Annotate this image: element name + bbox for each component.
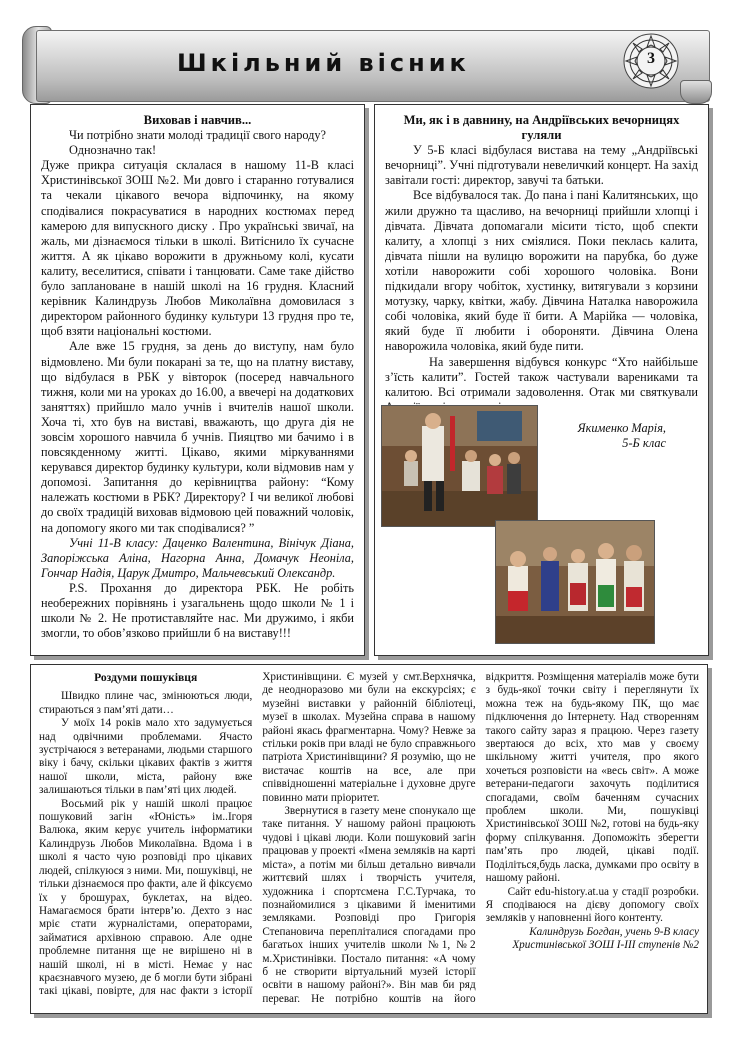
article-left-paragraph: Чи потрібно знати молоді традиції свого народу? <box>69 128 327 143</box>
article-bottom-paragraph: Швидко плине час, змінюються люди, стираються з пам’яті дати… <box>39 690 253 716</box>
article-left-paragraph: Дуже прикра ситуація склалася в нашому 11-В класі Христинівської ЗОШ №2. Ми довго і старанно готувалися та чекали цікавого вечора відпочинку, на якому сподівалися покрасуватися в народних костюмах перед камерою для випускного диску . Про українські звичаї, на жаль, ми дізнаємося тільки в школі. Витіснило їх сучасне життя. А як цікаво ворожити в дружньому колі, кусати калиту, веселитися, співати і танцювати. Саме таке дійство було заплановане в нашій школі на 16 грудня. Класний керівник Калиндрузь Любов Миколаївна домовилася з директором районного будинку культури 13 грудня про те, щоб взяти національні костюми. <box>41 158 354 339</box>
newspaper-title: Шкільний вісник <box>177 49 470 77</box>
article-right-box <box>374 104 709 656</box>
article-left-paragraph: Однозначно так! <box>69 143 157 158</box>
article-bottom-paragraph: У моїх 14 років мало хто задумується над одвічними проблемами. Ячасто зустрічаюся з ветеранами, людьми старшого віку і бачу, скільки цікавих фактів з життя нашої школи, міста, району вже залишаються тільки в пам’яті цих людей. <box>39 717 253 797</box>
performance-photo-2 <box>495 520 655 644</box>
article-bottom-signature-line2: Христинівської ЗОШ І-ІІІ ступенів №2 <box>512 939 699 952</box>
page-header-banner <box>22 22 712 104</box>
article-left-box <box>30 104 365 656</box>
article-bottom-paragraph: Сайт edu-history.at.ua у стадії розробки. Я сподіваюся на дієву допомогу своїх земляків у наповненні його контенту. <box>485 885 699 925</box>
article-right-signature-class: 5-Б клас <box>622 435 666 450</box>
article-left-postscript: P.S. Прохання до директора РБК. Не робіть необережних порівнянь і узагальнень щодо школи № 1 і школи № 2. Не протиставляйте нас. Ми дружимо, і якби змогли, то обов’язково прийшли б на виставу!!! <box>41 580 354 641</box>
article-right-paragraph: Все відбувалося так. До пана і пані Калитянських, що жили дружно та щасливо, на вечорниці прийшли хлопці і дівчата. Дівчата допомагали місити тісто, щоб спекти калиту, а хлопці з них сміялися. Поки пеклась калита, дівчата пішли на вулицю ворожити на парубка, бо дуже хотіли наворожити собі хорошого чоловіка. Вони підкидали вгору чобіток, хустинку, витягували з корзини мотузку, чарку, квітки, жабу. Дівчина Наталка наворожила собі чоловіка, який буде її бити. А Марійка — чоловіка, який буде її любити і обороняти. Дівчина Олена наворожила чоловіка, який буде пити. <box>385 188 698 354</box>
article-right-signature-name: Якименко Марія, <box>577 420 666 435</box>
article-right-paragraph: На завершення відбувся конкурс “Хто найбільше з’їсть калити”. Гостей також частували варениками та калитою. Всі отримали задоволення. Отак ми святкували <box>385 354 698 399</box>
article-right-paragraph: У 5-Б класі відбулася вистава на тему „Андріївські вечорниці”. Учні підготували невеличкий концерт. На захід завітали гості: директор, завучі та батьки. <box>385 143 698 188</box>
article-bottom-headline: Роздуми пошуківця <box>94 671 198 684</box>
page-number: 3 <box>647 50 655 67</box>
article-left-signature: Учні 11-В класу: Даценко Валентина, Вінічук Діана, Запоріжська Аліна, Нагорна Анна, Домачук Неоніла, Гончар Надія, Царук Дмитро, Мальчевський Олександр. <box>41 535 354 580</box>
article-bottom-box <box>30 664 708 1014</box>
scroll-right-curl <box>680 80 712 104</box>
article-left-headline: Виховав і навчив... <box>143 113 252 127</box>
article-bottom-signature-line1: Калиндрузь Богдан, учень 9-В класу <box>529 925 699 938</box>
article-left-paragraph: Але вже 15 грудня, за день до виступу, нам було відмовлено. Ми були покарані за те, що на платну виставу, що відбулася в РБК у вівторок (посеред навчального тижня, коли ми на уроках до 16.00, а ввечері на додаткових заняттях) прийшло мало учнів і вчителів нашої школи. Хоча ті, хто був на виставі, вважають, що друга дія не зовсім хорошого навчила б учнів. Пияцтво ми бачимо і в повсякденному житті. Цікаво, якими міркуваннями керувався директор будинку культури, коли відмовив нам у допомозі. Запитання до керівництва району: “Кому належать костюми в РБК? Директору? І чи великої любові до своїх традицій виховав відмовою цей поважний чоловік, на допомогу якого ми так сподівалися? ” <box>41 339 354 535</box>
performance-photo-1 <box>381 405 538 527</box>
article-right-headline: Ми, як і в давнину, на Андріївських вечорницях гуляли <box>403 113 680 143</box>
article-bottom-paragraph: Восьмий рік у нашій школі працює пошуковий загін «Юність» ім..Ігоря Валюка, яким керує учитель інформатики Калиндрузь Любов Миколаївна. Вдома і в школі я часто чую розповіді про цікавих людей, спілкуюся з ними. Ми, пошуківці, не тільки дізнаємося про факти, але й фіксуємо їх у брошурах, буклетах, на відео. Намагаємося брати інтерв’ю. Дехто з нас мріє стати журналістами, операторами, займатися архівною справою. Але одне проблемне питання ще не вирішено ні в нашій школі, ні в місті. Немає у нас краєзнавчого музею, де б могли бути зібрані такі цікаві, повірте, для нас факти з історії Христинівщини. Є музей у смт.Верхнячка, де неодноразово ми були на екскурсіях; є музейні виставки у районній бібліотеці, музеї в школах. Музейна справа в нашому районі якась фрагментарна. Чому? Невже за стільки років при владі не було справжнього патріота Христинівщини? Я розумію, що не вистачає коштів на все, але при співвідношенні матеріальне і духовне друге повинно мати пріоритет. <box>39 671 476 998</box>
article-bottom-paragraph: Звернутися в газету мене спонукало ще таке питання. У нашому районі працюють чудові і цікаві люди. Коли пошуковий загін працював у проекті «Імена земляків на карті міста», а потім ми більш детально вивчали життєвий шлях і творчість учителя, художника і спортсмена Г.С.Турчака, то познайомилися з цікавими й іменитими земляками. Розповіді про Григорія Степановича перепліталися спогадами про багатьох інших учителів школи №1, №2 м.Христинівки. Постало питання: «А чому б не створити віртуальний музей історії освіти в нашому районі?». Він мав би ряд переваг. Не потрібно коштів на його відкриття. Розміщення матеріалів може бути з будь-якої точки світу і переглянути їх можна теж на будь-якому ПК, що має підключення до Інтернету. Над створенням такого сайту зараз я працюю. Через газету звертаюся до всіх, хто мав у своєму шкільному житті учителя, про якого хочеться розповісти на «весь світ». А може ветерани-педагоги захочуть поділитися спогадами, своїм баченням сучасних проблем школи. Ми, пошуківці Христинівської ЗОШ №2, готові на будь-яку форму спілкування. Допоможіть зберегти пам’ять про людей, цікаві події. Поділіться,будь ласка, думками про освіту в нашому районі. <box>262 671 699 1005</box>
